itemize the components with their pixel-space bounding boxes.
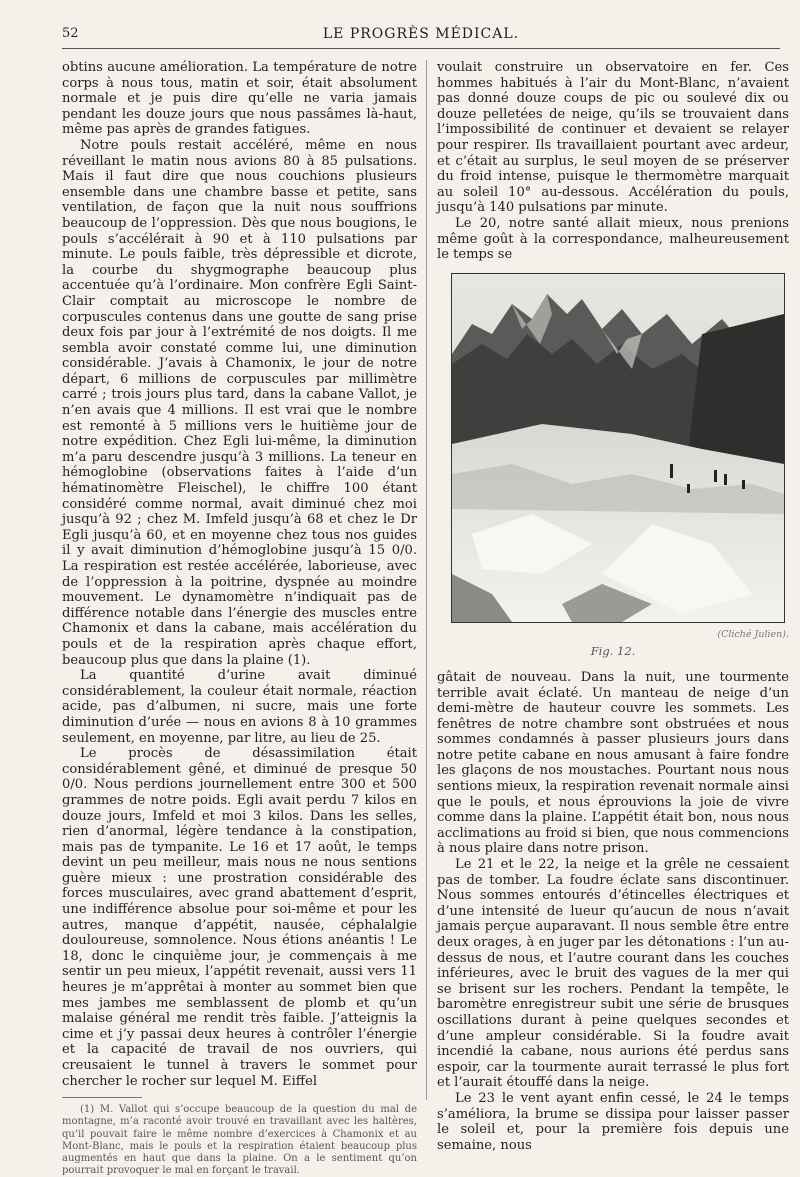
figure-caption: Fig. 12. (590, 644, 636, 659)
left-column (62, 60, 417, 1177)
running-header (62, 22, 780, 49)
right-column (437, 60, 789, 1153)
paragraph: Le 20, notre santé allait mieux, nous prenions même goût à la correspondance, malheureusement le temps se (437, 215, 789, 263)
paragraph: gâtait de nouveau. Dans la nuit, une tourmente terrible avait éclaté. Un manteau de neige d’un demi-mètre de hauteur couvre les sommets. Les fenêtres de notre chambre sont obstruées et nous sommes condamnés à passer plusieurs jours dans notre petite cabane en nous amusant à faire fondre les glaçons de nos moustaches. Pourtant nous nous sentions mieux, la respiration revenait normale ainsi que le pouls, et nous éprouvions la joie de vivre comme dans la plaine. L’appétit était bon, nous nous acclimations au froid si bien, que nous commencions à nous plaire dans notre prison. (437, 669, 789, 857)
journal-title: LE PROGRÈS MÉDICAL. (322, 26, 520, 42)
paragraph: Le procès de désassimilation était considérablement gêné, et diminué de presque 50 0/0. Nous perdions journellement entre 300 et 500 grammes de notre poids. Egli avait perdu 7 kilos en douze jours, Imfeld et moi 3 kilos. Dans les selles, rien d’anormal, légère tendance à la constipation, mais pas de tympanite. Le 16 et 17 août, le temps devint un peu meilleur, mais nous ne nous sentions guère mieux : une prostration considérable des forces musculaires, avec grand abattement d’esprit, une indifférence absolue pour soi-même et pour les autres, manque d’appétit, nausée, céphalalgie douloureuse, somnolence. Nous étions anéantis ! Le 18, donc le cinquième jour, je commençais à me sentir un peu mieux, l’appétit revenait, aussi vers 11 heures je m’apprêtai à monter au sommet bien que mes jambes me semblassent de plomb et qu’un malaise général me rendit très faible. J’atteignis la cime et j’y passai deux heures à contrôler l’énergie et la capacité de travail de nos ouvriers, qui creusaient le tunnel à travers le sommet pour chercher le rocher sur lequel M. Eiffel (62, 746, 417, 1089)
footnote-rule (62, 1097, 142, 1098)
mountain-photograph (451, 273, 785, 623)
page-number: 52 (62, 26, 79, 41)
paragraph: Le 21 et le 22, la neige et la grêle ne cessaient pas de tomber. La foudre éclate sans discontinuer. Nous sommes entourés d’étincelles électriques et d’une intensité de lueur qu’aucun de nous n’avait jamais perçue auparavant. Il nous semble être entre deux orages, à en juger par les détonations : l’un au-dessus de nous, et l’autre courant dans les couches inférieures, avec le bruit des vagues de la mer qui se brisent sur les rochers. Pendant la tempête, le baromètre enregistreur subit une série de brusques oscillations durant à peine quelques secondes et d’une ampleur considérable. Si la foudre avait incendié la cabane, nous aurions été perdus sans espoir, car la tourmente aurait terrassé le plus fort et l’aurait étouffé dans la neige. (437, 857, 789, 1091)
paragraph: La quantité d’urine avait diminué considérablement, la couleur était normale, réaction acide, pas d’albumen, ni sucre, mais une forte diminution d’urée — nous en avions 8 à 10 grammes seulement, en moyenne, par litre, au lieu de 25. (62, 668, 417, 746)
footnote: (1) M. Vallot qui s’occupe beaucoup de la question du mal de montagne, m’a raconté avoir trouvé en travaillant avec les haltères, qu’il pouvait faire le même nombre d’exercices à Chamonix et au Mont-Blanc, mais le pouls et la respiration étaient beaucoup plus augmentés en haut que dans la plaine. On a le sentiment qu’on pourrait provoquer le mal en forçant le travail. (62, 1104, 417, 1177)
paragraph: voulait construire un observatoire en fer. Ces hommes habitués à l’air du Mont-Blanc, n’avaient pas donné douze coups de pic ou soulevé dix ou douze pelletées de neige, qu’ils se trouvaient dans l’impossibilité de continuer et devaient se relayer pour respirer. Ils travaillaient pourtant avec ardeur, et c’était au surplus, le seul moyen de se préserver du froid intense, puisque le thermomètre marquait au soleil 10° au-dessous. Accélération du pouls, jusqu’à 140 pulsations par minute. (437, 60, 789, 216)
paragraph: obtins aucune amélioration. La température de notre corps à nous tous, matin et soir, était absolument normale et je puis dire qu’elle ne varia jamais pendant les douze jours que nous passâmes là-haut, même pas après de grandes fatigues. (62, 60, 417, 138)
paragraph: Le 23 le vent ayant enfin cessé, le 24 le temps s’améliora, la brume se dissipa pour laisser passer le soleil et, pour la première fois depuis une semaine, nous (437, 1090, 789, 1153)
column-divider (426, 60, 427, 1100)
paragraph: Notre pouls restait accéléré, même en nous réveillant le matin nous avions 80 à 85 pulsations. Mais il faut dire que nous couchions plusieurs ensemble dans une chambre basse et petite, sans ventilation, de façon que la nuit nous souffrions beaucoup de l’oppression. Dès que nous bougions, le pouls s’accélérait à 90 et à 110 pulsations par minute. Le pouls faible, très dépressible et dicrote, la courbe du shygmographe beaucoup plus accentuée qu’à l’ordinaire. Mon confrère Egli Saint-Clair comptait au microscope le nombre de corpuscules contenus dans une goutte de sang prise deux fois par jour à l’extrémité de nos doigts. Il me sembla avoir constaté comme lui, une diminution considérable. J’avais à Chamonix, le jour de notre départ, 6 millions de corpuscules par millimètre carré ; trois jours plus tard, dans la cabane Vallot, je n’en avais que 4 millions. Il est vrai que le nombre est remonté à 5 millions vers le huitième jour de notre expédition. Chez Egli lui-même, la diminution m’a paru descendre jusqu’à 3 millions. La teneur en hémoglobine (observations faites à l’aide d’un hématinomètre Fleischel), le chiffre 100 étant considéré comme normal, avait diminué chez moi jusqu’à 92 ; chez M. Imfeld jusqu’à 68 et chez le Dr Egli jusqu’à 60, et en moyenne chez tous nos guides il y avait diminution d’hémoglobine jusqu’à 15 0/0. La respiration est restée accélérée, laborieuse, avec de l’oppression à la poitrine, dyspnée au moindre mouvement. Le dynamomètre n’indiquait pas de différence notable dans l’énergie des muscles entre Chamonix et dans la cabane, mais accélération du pouls et de la respiration après chaque effort, beaucoup plus que dans la plaine (1). (62, 137, 417, 668)
glacier-photo-image (452, 274, 784, 622)
photo-credit: (Cliché Julien). (717, 628, 789, 640)
